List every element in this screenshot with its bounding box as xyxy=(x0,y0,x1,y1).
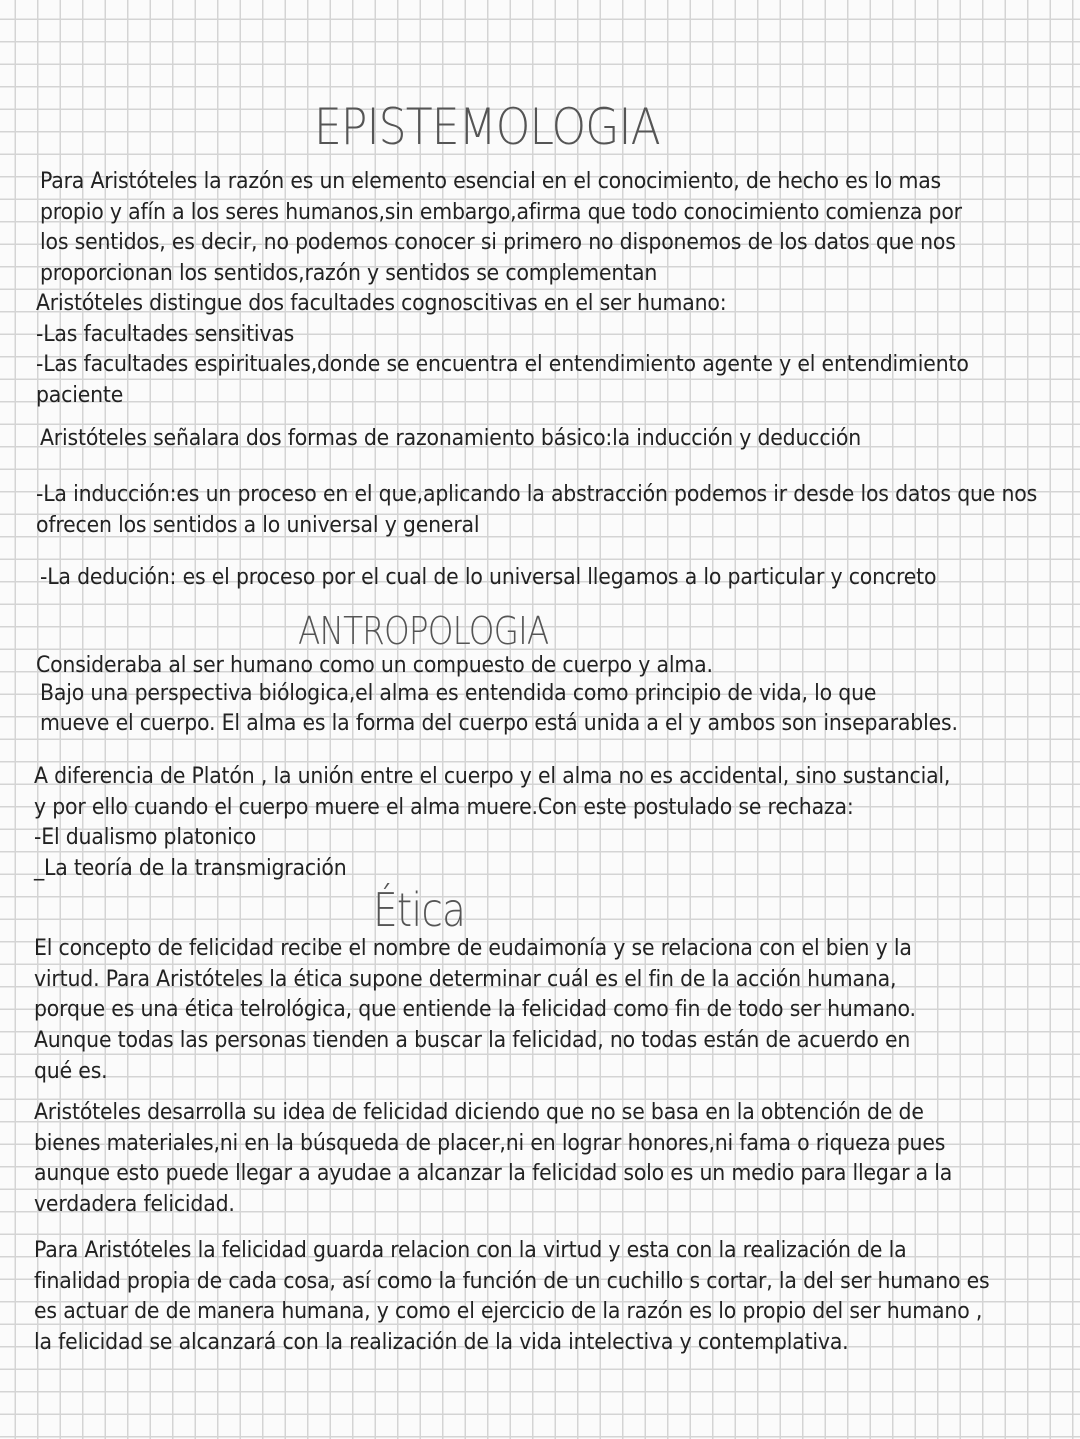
epistemologia-line-12: -La dedución: es el proceso por el cual de lo universal llegamos a lo particular y concreto xyxy=(40,565,937,590)
antropologia-line-3: mueve el cuerpo. El alma es la forma del cuerpo está unida a el y ambos son inseparables. xyxy=(40,711,958,736)
antropologia-line-7: _La teoría de la transmigración xyxy=(34,856,347,881)
antropologia-line-6: -El dualismo platonico xyxy=(34,825,257,850)
etica-line-13: la felicidad se alcanzará con la realización de la vida intelectiva y contemplativa. xyxy=(34,1330,849,1355)
epistemologia-line-7: -Las facultades espirituales,donde se encuentra el entendimiento agente y el entendimiento xyxy=(36,352,969,377)
antropologia-line-2: Bajo una perspectiva biólogica,el alma es entendida como principio de vida, lo que xyxy=(40,681,877,706)
epistemologia-heading: EPISTEMOLOGIA xyxy=(314,98,660,156)
epistemologia-line-5: Aristóteles distingue dos facultades cognoscitivas en el ser humano: xyxy=(36,291,727,316)
epistemologia-line-1: Para Aristóteles la razón es un elemento esencial en el conocimiento, de hecho es lo mas xyxy=(40,169,942,194)
etica-line-3: porque es una ética telrológica, que entiende la felicidad como fin de todo ser humano. xyxy=(34,997,916,1022)
antropologia-heading: ANTROPOLOGIA xyxy=(298,609,549,653)
etica-line-11: finalidad propia de cada cosa, así como la función de un cuchillo s cortar, la del ser humano es xyxy=(34,1269,990,1294)
etica-line-6: Aristóteles desarrolla su idea de felicidad diciendo que no se basa en la obtención de de xyxy=(34,1100,924,1125)
etica-line-5: qué es. xyxy=(34,1059,108,1084)
etica-line-8: aunque esto puede llegar a ayudae a alcanzar la felicidad solo es un medio para llegar a la xyxy=(34,1161,953,1186)
epistemologia-line-9: Aristóteles señalara dos formas de razonamiento básico:la inducción y deducción xyxy=(40,426,862,451)
antropologia-line-4: A diferencia de Platón , la unión entre el cuerpo y el alma no es accidental, sino sustancial, xyxy=(34,764,951,789)
epistemologia-line-11: ofrecen los sentidos a lo universal y general xyxy=(36,513,480,538)
epistemologia-line-10: -La inducción:es un proceso en el que,aplicando la abstracción podemos ir desde los datos que nos xyxy=(36,482,1038,507)
etica-line-4: Aunque todas las personas tienden a buscar la felicidad, no todas están de acuerdo en xyxy=(34,1028,911,1053)
etica-line-1: El concepto de felicidad recibe el nombre de eudaimonía y se relaciona con el bien y la xyxy=(34,936,912,961)
etica-line-2: virtud. Para Aristóteles la ética supone determinar cuál es el fin de la acción humana, xyxy=(34,967,897,992)
etica-line-10: Para Aristóteles la felicidad guarda relacion con la virtud y esta con la realización de la xyxy=(34,1238,907,1263)
etica-line-12: es actuar de de manera humana, y como el ejercicio de la razón es lo propio del ser humano , xyxy=(34,1299,983,1324)
etica-line-7: bienes materiales,ni en la búsqueda de placer,ni en lograr honores,ni fama o riqueza pues xyxy=(34,1131,946,1156)
epistemologia-line-4: proporcionan los sentidos,razón y sentidos se complementan xyxy=(40,261,658,286)
epistemologia-line-2: propio y afín a los seres humanos,sin embargo,afirma que todo conocimiento comienza por xyxy=(40,200,962,225)
etica-line-9: verdadera felicidad. xyxy=(34,1192,235,1217)
epistemologia-line-3: los sentidos, es decir, no podemos conocer si primero no disponemos de los datos que nos xyxy=(40,230,956,255)
epistemologia-line-6: -Las facultades sensitivas xyxy=(36,322,295,347)
antropologia-line-1: Consideraba al ser humano como un compuesto de cuerpo y alma. xyxy=(36,653,713,678)
epistemologia-line-8: paciente xyxy=(36,383,124,408)
antropologia-line-5: y por ello cuando el cuerpo muere el alma muere.Con este postulado se rechaza: xyxy=(34,795,854,820)
etica-heading: Ética xyxy=(373,883,466,937)
